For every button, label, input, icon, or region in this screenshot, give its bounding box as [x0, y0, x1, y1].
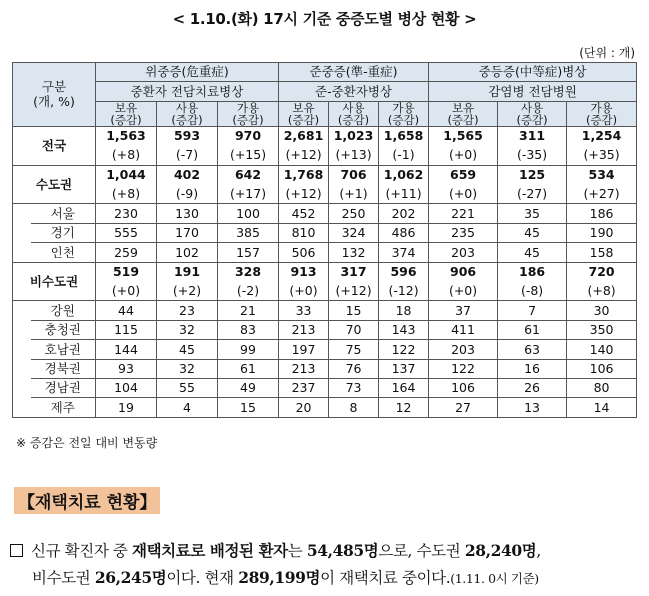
value-cell: 122: [379, 340, 429, 359]
value-cell: 350: [567, 320, 637, 339]
para-text: 신규 확진자 중: [31, 542, 133, 560]
value-cell: 706: [329, 165, 379, 184]
table-row: [13, 340, 637, 359]
column-header: 보유 (증감): [279, 101, 329, 126]
delta-cell: (+17): [218, 185, 279, 204]
value-cell: 13: [498, 398, 567, 417]
delta-cell: (-2): [218, 282, 279, 301]
value-cell: 32: [157, 320, 218, 339]
value-cell: 157: [218, 243, 279, 262]
delta-cell: (-9): [157, 185, 218, 204]
indent-cell: [13, 223, 31, 242]
value-cell: 115: [96, 320, 157, 339]
value-cell: 906: [429, 262, 498, 281]
group-header-semi-critical: 준중증(準-重症): [279, 63, 429, 82]
value-cell: 203: [429, 243, 498, 262]
value-cell: 221: [429, 204, 498, 223]
value-cell: 21: [218, 301, 279, 320]
value-cell: 45: [498, 243, 567, 262]
value-cell: 158: [567, 243, 637, 262]
value-cell: 170: [157, 223, 218, 242]
indent-cell: [13, 340, 31, 359]
delta-cell: (+8): [96, 185, 157, 204]
delta-cell: (+0): [96, 282, 157, 301]
delta-cell: (+12): [329, 282, 379, 301]
group-sub-moderate: 감염병 전담병원: [429, 82, 637, 101]
para-text-bold: 재택치료로 배정된 환자: [132, 541, 288, 560]
value-cell: 642: [218, 165, 279, 184]
value-cell: 164: [379, 378, 429, 397]
value-cell: 374: [379, 243, 429, 262]
table-row: [13, 378, 637, 397]
delta-cell: (-1): [379, 146, 429, 165]
delta-cell: (+12): [279, 146, 329, 165]
table-row: [13, 243, 637, 262]
group-header-critical: 위중증(危重症): [96, 63, 279, 82]
value-cell: 970: [218, 126, 279, 145]
delta-cell: (+13): [329, 146, 379, 165]
value-cell: 1,768: [279, 165, 329, 184]
value-cell: 137: [379, 359, 429, 378]
value-cell: 1,023: [329, 126, 379, 145]
value-cell: 55: [157, 378, 218, 397]
value-cell: 61: [218, 359, 279, 378]
indent-cell: [13, 359, 31, 378]
indent-cell: [13, 320, 31, 339]
value-cell: 26: [498, 378, 567, 397]
value-cell: 385: [218, 223, 279, 242]
value-cell: 519: [96, 262, 157, 281]
delta-cell: (+0): [429, 185, 498, 204]
value-cell: 45: [157, 340, 218, 359]
row-label: 경남권: [31, 378, 96, 397]
value-cell: 30: [567, 301, 637, 320]
value-cell: 99: [218, 340, 279, 359]
value-cell: 555: [96, 223, 157, 242]
value-cell: 1,044: [96, 165, 157, 184]
row-label: 경기: [31, 223, 96, 242]
table-row-delta: [13, 146, 637, 165]
value-cell: 317: [329, 262, 379, 281]
value-cell: 19: [96, 398, 157, 417]
value-cell: 20: [279, 398, 329, 417]
value-cell: 27: [429, 398, 498, 417]
section-title: 【재택치료 현황】: [14, 487, 160, 514]
column-header: 사용 (증감): [498, 101, 567, 126]
value-cell: 810: [279, 223, 329, 242]
row-label: 인천: [31, 243, 96, 262]
value-cell: 132: [329, 243, 379, 262]
value-cell: 15: [329, 301, 379, 320]
value-cell: 486: [379, 223, 429, 242]
value-cell: 913: [279, 262, 329, 281]
header-category: [13, 63, 96, 127]
value-cell: 328: [218, 262, 279, 281]
para-text-small: (1.11. 0시 기준): [450, 570, 539, 586]
value-cell: 1,658: [379, 126, 429, 145]
value-cell: 37: [429, 301, 498, 320]
group-header-moderate: 중등증(中等症)병상: [429, 63, 637, 82]
value-cell: 402: [157, 165, 218, 184]
table-row-delta: [13, 282, 637, 301]
value-cell: 106: [429, 378, 498, 397]
header-category-sub: (개, %): [33, 94, 75, 110]
value-cell: 80: [567, 378, 637, 397]
value-cell: 203: [429, 340, 498, 359]
value-cell: 49: [218, 378, 279, 397]
row-label: 경북권: [31, 359, 96, 378]
group-sub-semi-critical: 준-중환자병상: [279, 82, 429, 101]
paragraph-line-1: [10, 538, 640, 565]
value-cell: 659: [429, 165, 498, 184]
indent-cell: [13, 301, 31, 320]
para-text-bold: 54,485명: [306, 541, 379, 560]
table-row: [13, 165, 637, 184]
value-cell: 83: [218, 320, 279, 339]
value-cell: 106: [567, 359, 637, 378]
indent-cell: [13, 378, 31, 397]
value-cell: 213: [279, 320, 329, 339]
delta-cell: (-12): [379, 282, 429, 301]
value-cell: 213: [279, 359, 329, 378]
page-title: < 1.10.(화) 17시 기준 중증도별 병상 현황 >: [172, 10, 477, 28]
value-cell: 143: [379, 320, 429, 339]
value-cell: 35: [498, 204, 567, 223]
value-cell: 191: [157, 262, 218, 281]
value-cell: 8: [329, 398, 379, 417]
para-text-bold: 26,245명: [94, 567, 167, 587]
value-cell: 76: [329, 359, 379, 378]
value-cell: 324: [329, 223, 379, 242]
value-cell: 411: [429, 320, 498, 339]
column-header: 가용 (증감): [567, 101, 637, 126]
value-cell: 202: [379, 204, 429, 223]
table-row: [13, 398, 637, 417]
row-label: 서울: [31, 204, 96, 223]
checkbox-bullet-icon: [10, 544, 23, 557]
value-cell: 593: [157, 126, 218, 145]
value-cell: 63: [498, 340, 567, 359]
bed-status-table: [12, 62, 637, 418]
delta-cell: (+8): [567, 282, 637, 301]
row-label: 수도권: [13, 165, 96, 204]
value-cell: 32: [157, 359, 218, 378]
delta-cell: (+0): [279, 282, 329, 301]
value-cell: 12: [379, 398, 429, 417]
unit-label: (단위 : 개): [579, 46, 635, 60]
value-cell: 4: [157, 398, 218, 417]
value-cell: 190: [567, 223, 637, 242]
value-cell: 144: [96, 340, 157, 359]
value-cell: 1,062: [379, 165, 429, 184]
value-cell: 237: [279, 378, 329, 397]
column-header: 사용 (증감): [157, 101, 218, 126]
delta-cell: (-7): [157, 146, 218, 165]
value-cell: 45: [498, 223, 567, 242]
row-label: 충청권: [31, 320, 96, 339]
value-cell: 1,565: [429, 126, 498, 145]
value-cell: 1,563: [96, 126, 157, 145]
row-label: 비수도권: [13, 262, 96, 301]
value-cell: 130: [157, 204, 218, 223]
value-cell: 140: [567, 340, 637, 359]
delta-cell: (+2): [157, 282, 218, 301]
delta-cell: (+27): [567, 185, 637, 204]
table-row: [13, 301, 637, 320]
indent-cell: [13, 243, 31, 262]
value-cell: 100: [218, 204, 279, 223]
delta-cell: (+15): [218, 146, 279, 165]
para-text: 는: [287, 542, 307, 560]
column-header: 가용 (증감): [379, 101, 429, 126]
delta-cell: (+12): [279, 185, 329, 204]
value-cell: 311: [498, 126, 567, 145]
para-text: 이다. 현재: [166, 568, 239, 587]
table-row: [13, 320, 637, 339]
home-treatment-paragraph: [10, 538, 640, 591]
value-cell: 33: [279, 301, 329, 320]
value-cell: 70: [329, 320, 379, 339]
column-header: 가용 (증감): [218, 101, 279, 126]
row-label: 전국: [13, 126, 96, 165]
value-cell: 250: [329, 204, 379, 223]
value-cell: 720: [567, 262, 637, 281]
value-cell: 104: [96, 378, 157, 397]
value-cell: 2,681: [279, 126, 329, 145]
delta-cell: (-27): [498, 185, 567, 204]
paragraph-line-2: [10, 565, 640, 592]
delta-cell: (+35): [567, 146, 637, 165]
value-cell: 14: [567, 398, 637, 417]
value-cell: 259: [96, 243, 157, 262]
value-cell: 15: [218, 398, 279, 417]
header-category-label: 구분: [41, 78, 67, 94]
delta-cell: (+1): [329, 185, 379, 204]
table-row: [13, 204, 637, 223]
value-cell: 1,254: [567, 126, 637, 145]
value-cell: 125: [498, 165, 567, 184]
value-cell: 16: [498, 359, 567, 378]
delta-cell: (+8): [96, 146, 157, 165]
value-cell: 596: [379, 262, 429, 281]
group-sub-critical: 중환자 전담치료병상: [96, 82, 279, 101]
value-cell: 186: [567, 204, 637, 223]
value-cell: 506: [279, 243, 329, 262]
value-cell: 93: [96, 359, 157, 378]
value-cell: 235: [429, 223, 498, 242]
para-text: 비수도권: [32, 568, 95, 587]
row-label: 강원: [31, 301, 96, 320]
row-label: 호남권: [31, 340, 96, 359]
value-cell: 534: [567, 165, 637, 184]
value-cell: 197: [279, 340, 329, 359]
table-row-delta: [13, 185, 637, 204]
column-header: 사용 (증감): [329, 101, 379, 126]
table-row: [13, 223, 637, 242]
footnote: ※ 증감은 전일 대비 변동량: [16, 436, 158, 450]
indent-cell: [13, 204, 31, 223]
value-cell: 102: [157, 243, 218, 262]
table-row: [13, 262, 637, 281]
indent-cell: [13, 398, 31, 417]
value-cell: 452: [279, 204, 329, 223]
para-text-bold: 28,240명: [464, 541, 537, 560]
column-header: 보유 (증감): [429, 101, 498, 126]
delta-cell: (-8): [498, 282, 567, 301]
para-text-bold: 289,199명: [238, 567, 321, 587]
row-label: 제주: [31, 398, 96, 417]
para-text: ,: [536, 542, 541, 560]
delta-cell: (+11): [379, 185, 429, 204]
value-cell: 61: [498, 320, 567, 339]
para-text: 이 재택치료 중이다.: [320, 568, 451, 587]
value-cell: 230: [96, 204, 157, 223]
value-cell: 7: [498, 301, 567, 320]
value-cell: 186: [498, 262, 567, 281]
value-cell: 75: [329, 340, 379, 359]
table-row: [13, 126, 637, 145]
value-cell: 44: [96, 301, 157, 320]
column-header: 보유 (증감): [96, 101, 157, 126]
value-cell: 18: [379, 301, 429, 320]
value-cell: 73: [329, 378, 379, 397]
value-cell: 23: [157, 301, 218, 320]
value-cell: 122: [429, 359, 498, 378]
para-text: 으로, 수도권: [378, 542, 465, 560]
table-row: [13, 359, 637, 378]
delta-cell: (+0): [429, 282, 498, 301]
delta-cell: (+0): [429, 146, 498, 165]
delta-cell: (-35): [498, 146, 567, 165]
